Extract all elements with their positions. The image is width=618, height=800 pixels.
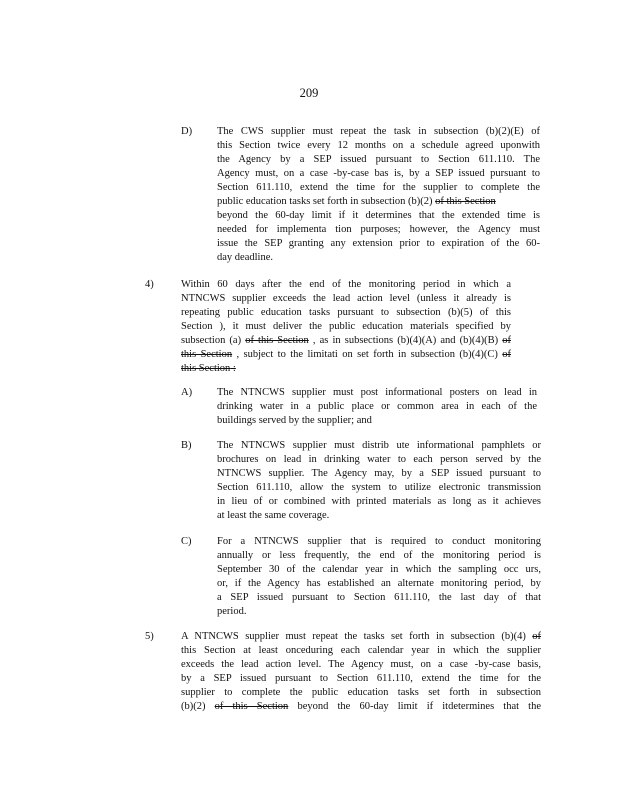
text-line: The CWS supplier must repeat the task in subsection (b)(2)(E) of — [217, 126, 540, 137]
item-4b-text — [217, 439, 541, 523]
item-label-4b: B) — [181, 440, 192, 451]
text-line — [217, 195, 540, 209]
text-line: supplier to complete the public education tasks set forth in subsection — [181, 687, 541, 698]
text-segment: A NTNCWS supplier must repeat the tasks set forth in subsection (b)(4) — [181, 631, 533, 642]
text-segment: beyond the 60-day limit if itdetermines that the — [288, 701, 541, 712]
text-line — [181, 362, 511, 376]
struck-text: of — [532, 631, 541, 642]
text-line: beyond the 60-day limit if it determines that the extended time is — [217, 210, 540, 221]
item-label-4c: C) — [181, 536, 192, 547]
text-line — [181, 334, 511, 348]
item-5-text — [181, 630, 541, 714]
text-line: needed for implementa tion purposes; however, the Agency must — [217, 224, 540, 235]
text-line: Section 611.110, extend the time for the supplier to complete the — [217, 182, 540, 193]
text-line: drinking water in a public place or common area in each of the — [217, 401, 537, 412]
text-line: exceeds the lead action level. The Agency must, on a case -by-case basis, — [181, 659, 541, 670]
text-segment: , as in subsections (b)(4)(A) and (b)(4)(B) — [308, 335, 503, 346]
struck-text: this Section — [181, 363, 231, 374]
item-label-4: 4) — [145, 279, 154, 290]
text-segment: , subject to the limitati on set forth in subsection (b)(4)(C) — [232, 349, 503, 360]
text-line: brochures on lead in drinking water to each person served by the — [217, 454, 541, 465]
text-segment: public education tasks set forth in subsection (b)(2) — [217, 196, 436, 207]
text-line: issue the SEP granting any extension prior to expiration of the 60- — [217, 238, 540, 249]
text-line: The NTNCWS supplier must post informational posters on lead in — [217, 387, 537, 398]
item-label-5: 5) — [145, 631, 154, 642]
text-line — [181, 630, 541, 644]
struck-text: this Section — [181, 349, 233, 360]
struck-text: : — [230, 363, 236, 374]
text-line: The NTNCWS supplier must distrib ute informational pamphlets or — [217, 440, 541, 451]
text-line: day deadline. — [217, 252, 273, 263]
page-number: 209 — [299, 86, 319, 100]
text-line: a SEP issued pursuant to Section 611.110, the last day of that — [217, 592, 541, 603]
struck-text: of this Section — [435, 196, 496, 207]
text-segment: (b)(2) — [181, 701, 215, 712]
text-line: annually or less frequently, the end of the monitoring period is — [217, 550, 541, 561]
struck-text: of this Section — [245, 335, 309, 346]
text-line: at least the same coverage. — [217, 510, 330, 521]
struck-text: of — [502, 335, 511, 346]
text-line: repeating public education tasks pursuant to subsection (b)(5) of this — [181, 307, 511, 318]
item-4c-text — [217, 535, 541, 619]
text-line: Section ), it must deliver the public education materials specified by — [181, 321, 511, 332]
text-line: NTNCWS supplier. The Agency may, by a SEP issued pursuant to — [217, 468, 541, 479]
text-line: the Agency by a SEP issued pursuant to Section 611.110. The — [217, 154, 540, 165]
struck-text: of — [502, 349, 511, 360]
text-line: For a NTNCWS supplier that is required to conduct monitoring — [217, 536, 541, 547]
item-d-text — [217, 125, 540, 265]
text-line: in lieu of or combined with printed materials as long as it achieves — [217, 496, 541, 507]
text-line: Agency must, on a case -by-case bas is, by a SEP issued pursuant to — [217, 168, 540, 179]
text-line: this Section at least onceduring each calendar year in which the supplier — [181, 645, 541, 656]
text-line: Section 611.110, allow the system to utilize electronic transmission — [217, 482, 541, 493]
text-line: NTNCWS supplier exceeds the lead action level (unless it already is — [181, 293, 511, 304]
text-line: buildings served by the supplier; and — [217, 415, 372, 426]
item-label-4a: A) — [181, 387, 193, 398]
struck-text: of this Section — [214, 701, 289, 712]
text-line: September 30 of the calendar year in which the sampling occ urs, — [217, 564, 541, 575]
text-line: period. — [217, 606, 247, 617]
text-line: Within 60 days after the end of the monitoring period in which a — [181, 279, 511, 290]
text-line — [181, 348, 511, 362]
text-line: or, if the Agency has established an alternate monitoring period, by — [217, 578, 541, 589]
item-4-text — [181, 278, 511, 376]
text-line: by a SEP issued pursuant to Section 611.110, extend the time for the — [181, 673, 541, 684]
text-line: this Section twice every 12 months on a schedule agreed uponwith — [217, 140, 540, 151]
item-label-d: D) — [181, 126, 193, 137]
text-segment: subsection (a) — [181, 335, 246, 346]
item-4a-text — [217, 386, 537, 428]
text-line — [181, 700, 541, 714]
